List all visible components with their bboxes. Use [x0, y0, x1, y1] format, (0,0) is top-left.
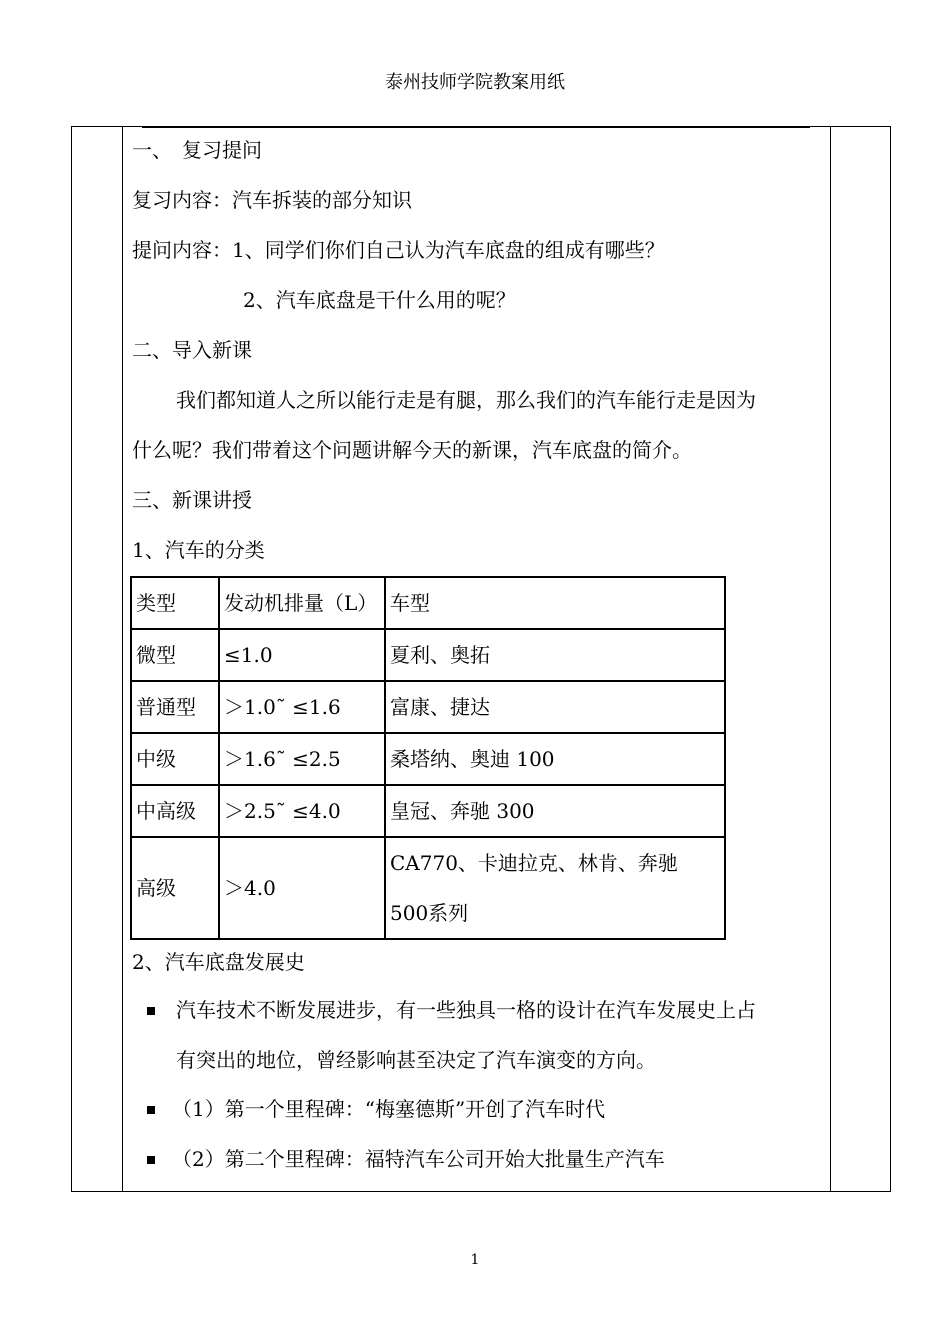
page-number: 1 — [470, 1252, 480, 1268]
table-header-cell: 车型 — [385, 577, 725, 629]
page-header-title: 泰州技师学院教案用纸 — [385, 72, 565, 93]
table-cell: 皇冠、奔驰 300 — [385, 785, 725, 837]
intro-paragraph-line1: 我们都知道人之所以能行走是有腿，那么我们的汽车能行走是因为 — [176, 388, 756, 412]
left-column-divider — [122, 127, 123, 1191]
table-header-cell: 发动机排量（L） — [219, 577, 385, 629]
history-bullet-1-line2: 有突出的地位，曾经影响甚至决定了汽车演变的方向。 — [176, 1048, 656, 1072]
table-row — [131, 837, 725, 939]
bullet-square-icon — [147, 1156, 155, 1164]
table-cell: 高级 — [131, 837, 219, 939]
bullet-square-icon — [147, 1007, 155, 1015]
intro-paragraph-line2: 什么呢？我们带着这个问题讲解今天的新课，汽车底盘的简介。 — [132, 438, 692, 462]
section-intro-heading: 二、导入新课 — [132, 338, 252, 362]
history-bullet-1-line1: 汽车技术不断发展进步，有一些独具一格的设计在汽车发展史上占 — [176, 998, 756, 1022]
table-cell: 桑塔纳、奥迪 100 — [385, 733, 725, 785]
table-cell: ≤1.0 — [219, 629, 385, 681]
table-cell: 富康、捷达 — [385, 681, 725, 733]
car-classification-table — [130, 576, 726, 940]
header-rule — [142, 126, 810, 128]
history-bullet-3: （2）第二个里程碑：福特汽车公司开始大批量生产汽车 — [172, 1147, 665, 1171]
table-cell: ＞1.0˜ ≤1.6 — [219, 681, 385, 733]
table-header-row — [131, 577, 725, 629]
right-column-divider — [830, 127, 831, 1191]
table-cell: 夏利、奥拓 — [385, 629, 725, 681]
question-2: 2、汽车底盘是干什么用的呢？ — [243, 288, 516, 312]
table-row — [131, 733, 725, 785]
section-new-lesson-heading: 三、新课讲授 — [132, 488, 252, 512]
table-row — [131, 629, 725, 681]
history-bullet-2: （1）第一个里程碑：“梅塞德斯”开创了汽车时代 — [172, 1097, 606, 1121]
table-cell: CA770、卡迪拉克、林肯、奔驰 500系列 — [385, 837, 725, 939]
review-content: 复习内容：汽车拆装的部分知识 — [132, 188, 412, 212]
table-row — [131, 681, 725, 733]
table-cell: ＞2.5˜ ≤4.0 — [219, 785, 385, 837]
table-cell: 微型 — [131, 629, 219, 681]
subsection-history-heading: 2、汽车底盘发展史 — [132, 950, 305, 974]
table-cell: 中级 — [131, 733, 219, 785]
section-review-heading: 一、 复习提问 — [132, 138, 262, 162]
table-cell: ＞1.6˜ ≤2.5 — [219, 733, 385, 785]
table-header-cell: 类型 — [131, 577, 219, 629]
table-cell: 普通型 — [131, 681, 219, 733]
table-cell: 中高级 — [131, 785, 219, 837]
subsection-classification-heading: 1、汽车的分类 — [132, 538, 265, 562]
bullet-square-icon — [147, 1106, 155, 1114]
question-1: 提问内容：1、同学们你们自己认为汽车底盘的组成有哪些？ — [132, 238, 665, 262]
table-cell: ＞4.0 — [219, 837, 385, 939]
table-row — [131, 785, 725, 837]
